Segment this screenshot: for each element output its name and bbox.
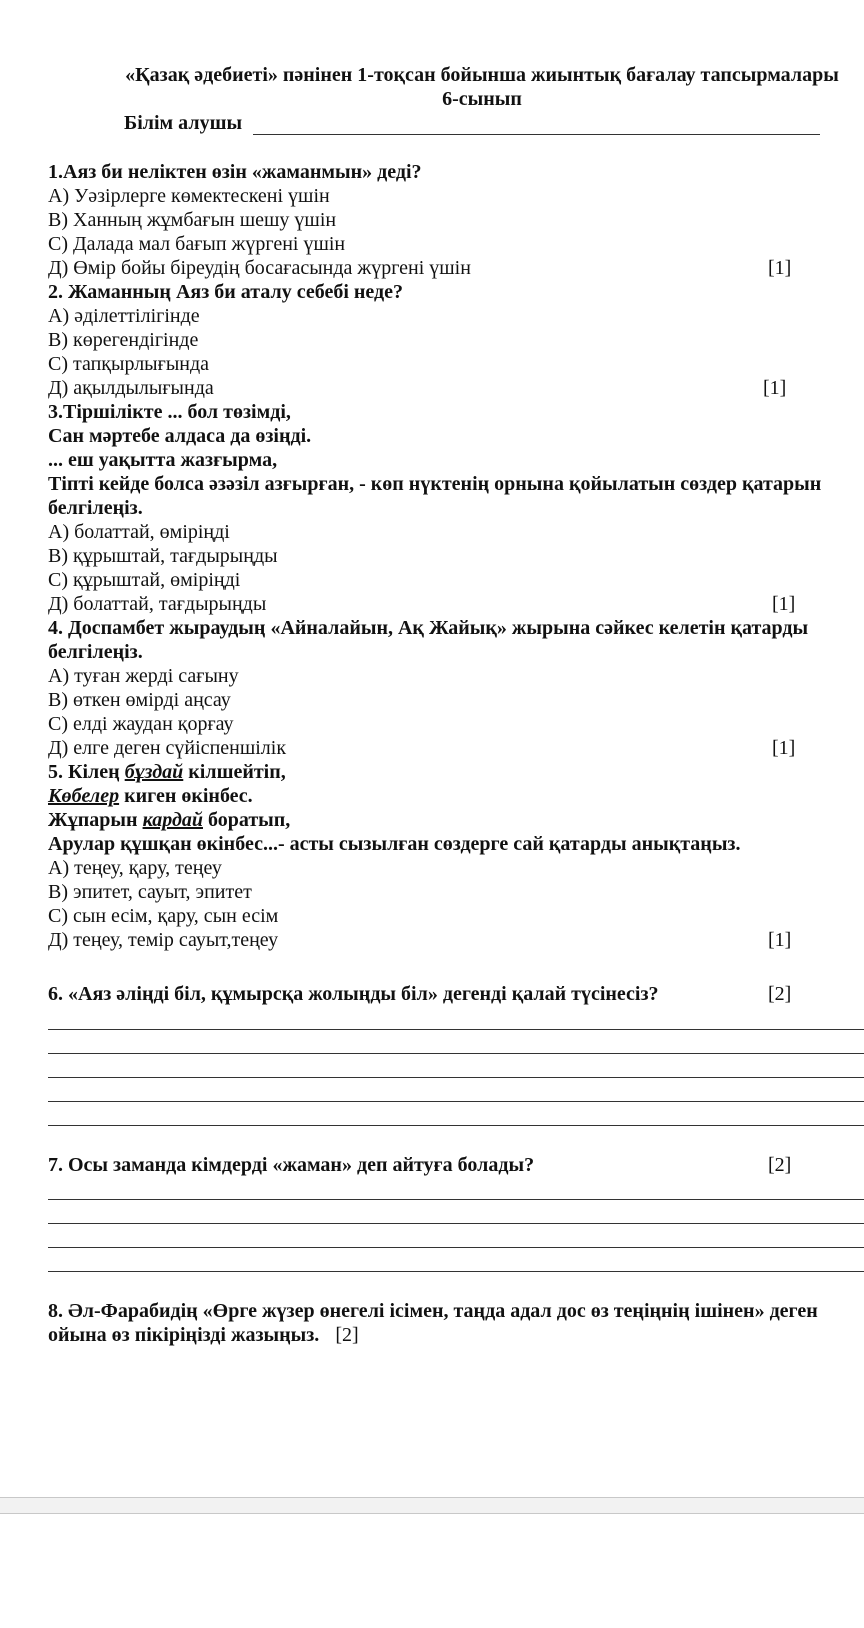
q6-answer-line[interactable]	[48, 1029, 864, 1030]
q5-option-d: Д) теңеу, темір сауыт,теңеу	[48, 929, 279, 951]
q2-option-a: А) әділеттілігінде	[48, 305, 200, 327]
q4-option-c: С) елді жаудан қорғау	[48, 713, 234, 735]
question-2: 2. Жаманның Аяз би аталу себебі неде?	[48, 281, 404, 303]
page-separator-bottom	[0, 1513, 864, 1514]
question-8-line-1: 8. Әл-Фарабидің «Өрге жүзер өнегелі ісімен, таңда адал дос өз теңіңнің ішінен» деген	[48, 1300, 818, 1322]
q2-score: [1]	[763, 377, 787, 399]
q2-option-d: Д) ақылдылығында	[48, 377, 214, 399]
question-3-line-5: белгілеңіз.	[48, 497, 143, 519]
q5-line3-end: боратып,	[202, 809, 291, 831]
q5-score: [1]	[768, 929, 792, 951]
student-label: Білім алушы	[124, 112, 243, 134]
question-5-line-4: Арулар құшқан өкінбес...- асты сызылған сөздерге сай қатарды анықтаңыз.	[48, 833, 741, 855]
question-8-line-2	[48, 1323, 359, 1347]
q3-option-a: А) болаттай, өміріңді	[48, 521, 230, 543]
q5-option-a: А) теңеу, қару, теңеу	[48, 857, 222, 879]
q6-answer-line[interactable]	[48, 1125, 864, 1126]
q1-option-a: А) Уәзірлерге көмектескені үшін	[48, 185, 330, 207]
q3-option-b: В) құрыштай, тағдырыңды	[48, 545, 278, 567]
q4-option-d: Д) елге деген сүйіспеншілік	[48, 737, 287, 759]
question-6: 6. «Аяз әліңді біл, құмырсқа жолыңды біл» дегенді қалай түсінесіз?	[48, 983, 659, 1005]
q7-answer-line[interactable]	[48, 1223, 864, 1224]
question-3-line-3: ... еш уақытта жазғырма,	[48, 449, 278, 471]
q2-option-b: В) көрегендігінде	[48, 329, 199, 351]
q5-line1-end: кілшейтіп,	[183, 761, 286, 783]
question-7: 7. Осы заманда кімдерді «жаман» деп айтуға болады?	[48, 1154, 535, 1176]
q6-answer-line[interactable]	[48, 1077, 864, 1078]
q7-score: [2]	[768, 1154, 792, 1176]
question-3-line-2: Сан мәртебе алдаса да өзіңді.	[48, 425, 312, 447]
q7-answer-line[interactable]	[48, 1199, 864, 1200]
q2-option-c: С) тапқырлығында	[48, 353, 210, 375]
grade-label: 6-сынып	[442, 88, 522, 110]
q5-underlined-word-3: кардай	[142, 809, 203, 831]
q8-score: [2]	[335, 1324, 359, 1346]
q1-score: [1]	[768, 257, 792, 279]
q5-option-c: С) сын есім, қару, сын есім	[48, 905, 279, 927]
page-gap	[0, 1498, 864, 1513]
q4-score: [1]	[772, 737, 796, 759]
q6-answer-line[interactable]	[48, 1053, 864, 1054]
q3-score: [1]	[772, 593, 796, 615]
question-3-line-1: 3.Тіршілікте ... бол төзімді,	[48, 401, 291, 423]
question-1: 1.Аяз би неліктен өзін «жаманмын» деді?	[48, 161, 422, 183]
question-5-line-2	[48, 784, 253, 808]
question-3-line-4: Тіпті кейде болса әзәзіл азғырған, - көп нүктенің орнына қойылатын сөздер қатарын	[48, 473, 822, 495]
q6-score: [2]	[768, 983, 792, 1005]
page-title: «Қазақ әдебиеті» пәнінен 1-тоқсан бойынша жиынтық бағалау тапсырмалары	[125, 64, 839, 86]
q5-underlined-word-2: Көбелер	[48, 785, 120, 807]
q3-option-d: Д) болаттай, тағдырыңды	[48, 593, 267, 615]
q6-answer-line[interactable]	[48, 1101, 864, 1102]
q8-line2-text: ойына өз пікіріңізді жазыңыз.	[48, 1324, 320, 1346]
q1-option-b: В) Ханның жұмбағын шешу үшін	[48, 209, 337, 231]
q1-option-d: Д) Өмір бойы біреудің босағасында жүргені үшін	[48, 257, 471, 279]
q5-option-b: В) эпитет, сауыт, эпитет	[48, 881, 252, 903]
question-4-line-1: 4. Доспамбет жыраудың «Айналайын, Ақ Жайық» жырына сәйкес келетін қатарды	[48, 617, 809, 639]
student-name-line[interactable]	[253, 134, 820, 135]
q5-line2-end: киген өкінбес.	[119, 785, 253, 807]
q7-answer-line[interactable]	[48, 1247, 864, 1248]
q5-underlined-word-1: бұздай	[124, 761, 184, 783]
question-5-line-1	[48, 760, 286, 784]
q5-line3-start: Жұпарын	[48, 809, 143, 831]
question-4-line-2: белгілеңіз.	[48, 641, 143, 663]
q4-option-a: А) туған жерді сағыну	[48, 665, 239, 687]
q3-option-c: С) құрыштай, өміріңді	[48, 569, 241, 591]
q1-option-c: С) Далада мал бағып жүргені үшін	[48, 233, 346, 255]
q4-option-b: В) өткен өмірді аңсау	[48, 689, 231, 711]
question-5-line-3	[48, 808, 290, 832]
q7-answer-line[interactable]	[48, 1271, 864, 1272]
q5-line1-start: 5. Кілең	[48, 761, 125, 783]
